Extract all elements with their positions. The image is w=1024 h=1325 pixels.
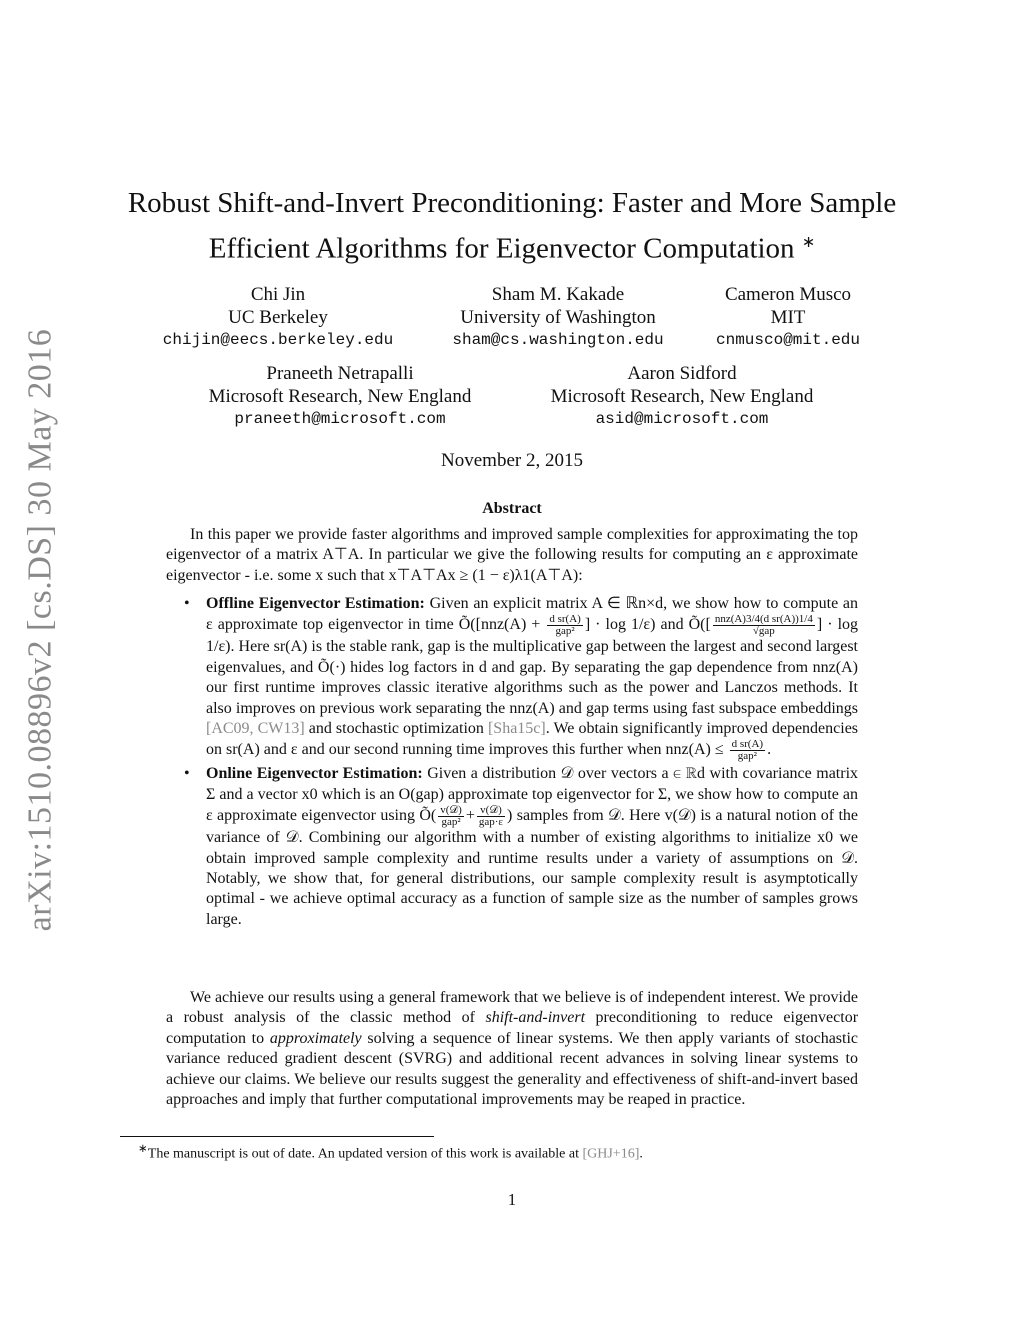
author-email[interactable]: cnmusco@mit.edu <box>715 331 861 349</box>
arxiv-identifier: arXiv:1510.08896v2 [cs.DS] 30 May 2016 <box>21 328 58 932</box>
bullet-icon: • <box>184 595 190 612</box>
author-block <box>532 362 832 431</box>
page-number: 1 <box>507 1190 517 1209</box>
author-name: Sham M. Kakade <box>491 284 625 305</box>
list-item-offline: • Offline Eigenvector Estimation: Given an explicit matrix A ∈ ℝn×d, we show how to compute an ε approximate top eigenvector in time Õ([nnz(A) + $\frac{\text{d sr(A)}}{\text{gap²}}$ ] · log 1/ε) and Õ([ $\frac{\text{nnz(A)3/4(d sr(A))1/4}}{\text{√gap}}$ ] · log 1/ε). Here sr(A) is the stable rank, gap is the multiplicative gap between the largest and second largest eigenvalues, and Õ(·) hides log factors in d and gap. By separating the gap dependence from nnz(A) our first runtime improves classic iterative algorithms such as the power and Lanczos methods. It also improves on previous work separating the nnz(A) and gap terms using fast subspace embeddings [AC09, CW13] and stochastic optimization [Sha15c]. We obtain significantly improved dependencies on sr(A) and ε and our second running time improves this further when nnz(A) ≤ $\frac{\text{d sr(A)}}{\text{gap²}}$ . <box>184 595 859 763</box>
author-name: Aaron Sidford <box>627 363 737 384</box>
author-affiliation: UC Berkeley <box>228 307 328 328</box>
offline-label: Offline Eigenvector Estimation: <box>206 595 425 612</box>
title-line-2: Efficient Algorithms for Eigenvector Computation ∗ <box>208 232 816 265</box>
author-affiliation: Microsoft Research, New England <box>550 386 814 407</box>
author-affiliation: MIT <box>770 307 806 328</box>
author-name: Praneeth Netrapalli <box>266 363 414 384</box>
online-label: Online Eigenvector Estimation: <box>206 765 423 783</box>
footnote-mark: ∗ <box>138 1142 148 1155</box>
author-name: Cameron Musco <box>724 284 852 305</box>
footnote-divider <box>120 1136 434 1137</box>
abstract-intro: In this paper we provide faster algorithms and improved sample complexities for approximating the top eigenvector of a matrix A⊤A. In particular we give the following results for computing an ε approximate eigenvector - i.e. some x such that x⊤A⊤Ax ≥ (1 − ε)λ1(A⊤A): <box>166 526 858 584</box>
fraction: $\frac{\text{d sr(A)}}{\text{gap²}}$ <box>731 738 764 763</box>
citation-link[interactable]: [AC09, <box>206 720 254 738</box>
fraction: $\frac{\text{d sr(A)}}{\text{gap²}}$ <box>549 613 581 638</box>
author-affiliation: Microsoft Research, New England <box>208 386 472 407</box>
author-email[interactable]: sham@cs.washington.edu <box>452 331 664 349</box>
author-block <box>190 362 490 431</box>
arxiv-stamp <box>8 300 72 960</box>
author-block <box>158 283 398 352</box>
fraction: $\frac{\text{nnz(A)3/4(d sr(A))1/4}}{\text{√gap}}$ <box>714 613 813 638</box>
bullet-icon: • <box>184 765 190 783</box>
publication-date: November 2, 2015 <box>441 450 583 471</box>
abstract-heading: Abstract <box>482 500 542 517</box>
citation-link[interactable]: CW13] <box>257 720 305 738</box>
author-block <box>438 283 678 352</box>
results-list <box>166 594 858 932</box>
title-line-1: Robust Shift-and-Invert Preconditioning: Faster and More Sample <box>127 187 897 219</box>
fraction: $\frac{\text{v(𝒟)}}{\text{gap·ε}}$ <box>478 804 504 829</box>
abstract-closing: We achieve our results using a general framework that we believe is of independent interest. We provide a robust analysis of the classic method of shift-and-invert preconditioning to reduce eigenvector computation to approximately solving a sequence of linear systems. We then apply variants of stochastic variance reduced gradient descent (SVRG) and additional recent advances in solving linear systems to achieve our claims. We believe our results suggest the generality and effectiveness of shift-and-invert based approaches and imply that further computational improvements may be reaped in practice. <box>166 989 859 1109</box>
author-email[interactable]: chijin@eecs.berkeley.edu <box>162 331 394 349</box>
list-item-online: • Online Eigenvector Estimation: Given a distribution 𝒟 over vectors a ∈ ℝd with covariance matrix Σ and a vector x0 which is an O(gap) approximate top eigenvector for Σ, we show how to compute an ε approximate eigenvector using Õ( $\frac{\text{v(𝒟)}}{\text{gap²}}$ + $\frac{\text{v(𝒟)}}{\text{gap·ε}}$ ) samples from 𝒟. Here v(𝒟) is a natural notion of the variance of 𝒟. Combining our algorithm with a number of existing algorithms to initialize x0 we obtain improved sample complexity and runtime results under a variety of assumptions on 𝒟. Notably, we show that, for general distributions, our sample complexity result is asymptotically optimal - we achieve optimal accuracy as a function of sample size as the number of samples grows large. <box>184 765 859 928</box>
title-footnote-mark: ∗ <box>801 234 816 251</box>
fraction: $\frac{\text{v(𝒟)}}{\text{gap²}}$ <box>440 804 462 829</box>
author-affiliation: University of Washington <box>460 307 656 328</box>
footnote: ∗The manuscript is out of date. An updated version of this work is available at [GHJ+16]. <box>138 1142 643 1162</box>
author-block <box>688 283 888 352</box>
author-email[interactable]: asid@microsoft.com <box>595 410 769 428</box>
author-name: Chi Jin <box>250 284 306 305</box>
citation-link[interactable]: [GHJ+16] <box>582 1146 640 1162</box>
citation-link[interactable]: [Sha15c] <box>487 720 546 738</box>
paper-title <box>100 183 924 269</box>
author-email[interactable]: praneeth@microsoft.com <box>234 410 446 428</box>
